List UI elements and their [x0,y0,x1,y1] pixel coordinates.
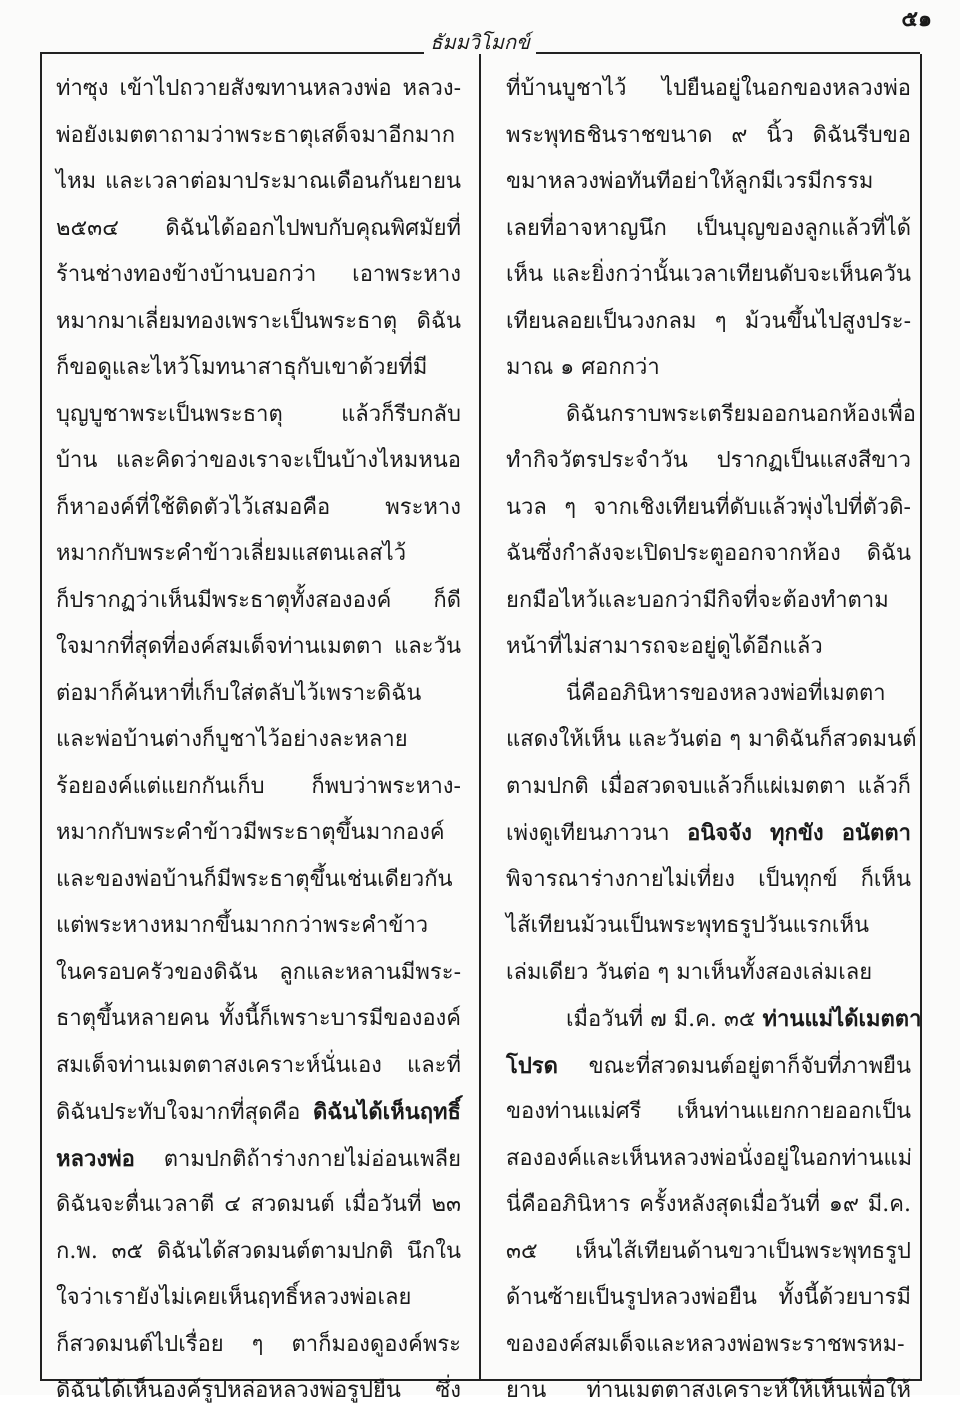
text-line [506,996,922,1043]
text-line: ขององค์สมเด็จและหลวงพ่อพระราชพรหม- [506,1331,905,1357]
text-line [506,810,911,857]
left-column [56,66,461,1403]
text-line: สององค์และเห็นหลวงพ่อนั่งอยู่ในอกท่านแม่ [506,1145,913,1171]
text-line: บ้าน และคิดว่าของเราจะเป็นบ้างไหมหนอ [56,448,461,473]
text-line: ดิฉันได้เห็นองค์รูปหล่อหลวงพ่อรูปยืน ซึ่ง [56,1378,461,1403]
text-line: เลยที่อาจหาญนึก เป็นบุญของลูกแล้วที่ได้ [506,215,911,241]
text-segment: ดิฉันประทับใจมากที่สุดคือ [56,1100,301,1125]
text-line: แต่พระหางหมากขึ้นมากกว่าพระคำข้าว [56,913,429,938]
text-line: หมากกับพระคำข้าวเลี่ยมแสตนเลสไว้ [56,541,407,566]
text-segment: ตามปกติถ้าร่างกายไม่อ่อนเพลีย [163,1146,461,1172]
text-line: ก็หาองค์ที่ใช้ติดตัวไว้เสมอคือ พระหาง [56,494,461,520]
bold-phrase: ดิฉันได้เห็นฤทธิ์ [313,1099,461,1125]
text-line: ของท่านแม่ศรี เห็นท่านแยกกายออกเป็น [506,1099,911,1124]
text-line: พระพุทธชินราชขนาด ๙ นิ้ว ดิฉันรีบขอ [506,122,911,148]
text-line: เทียนลอยเป็นวงกลม ๆ ม้วนขึ้นไปสูงประ- [506,308,911,334]
text-line: ต่อมาก็ค้นหาที่เก็บใส่ตลับไว้เพราะดิฉัน [56,680,422,706]
text-line: นวล ๆ จากเชิงเทียนที่ดับแล้วพุ่งไปที่ตัวดิ- [506,494,911,520]
text-line: ทำกิจวัตรประจำวัน ปรากฏเป็นแสงสีขาว [506,448,911,473]
text-line: ธาตุขึ้นหลายคน ทั้งนี้ก็เพราะบารมีขององค์ [56,1006,461,1031]
text-line: และพ่อบ้านต่างก็บูชาไว้อย่างละหลาย [56,727,408,752]
text-line: ไหม และเวลาต่อมาประมาณเดือนกันยายน [56,169,461,194]
text-line: และของพ่อบ้านก็มีพระธาตุขึ้นเช่นเดียวกัน [56,866,453,892]
text-line: ยกมือไหว้และบอกว่ามีกิจที่จะต้องทำตาม [506,587,889,613]
bold-phrase: โปรด [506,1052,558,1079]
text-line: พ่อยังเมตตาถามว่าพระธาตุเสด็จมาอีกมาก [56,122,456,148]
text-line: ยาน ท่านเมตตาสงเคราะห์ให้เห็นเพื่อให้ [506,1378,911,1403]
text-line: หมากมาเลี่ยมทองเพราะเป็นพระธาตุ ดิฉัน [56,308,461,334]
text-line: ก็ปรากฏว่าเห็นมีพระธาตุทั้งสององค์ ก็ดี [56,587,461,613]
text-line: ฉันซึ่งกำลังจะเปิดประตูออกจากห้อง ดิฉัน [506,541,911,566]
text-line: หมากกับพระคำข้าวมีพระธาตุขึ้นมากองค์ [56,820,445,845]
text-line: ใจมากที่สุดที่องค์สมเด็จท่านเมตตา และวัน [56,634,461,659]
page-header [0,0,960,60]
bold-phrase: ท่านแม่ได้เมตตา [762,1006,922,1032]
text-line: นี่คืออภินิหารของหลวงพ่อที่เมตตา [566,680,886,706]
text-line: แสดงให้เห็น และวันต่อ ๆ มาดิฉันก็สวดมนต์ [506,727,917,752]
text-line: พิจารณาร่างกายไม่เที่ยง เป็นทุกข์ ก็เห็น [506,866,911,892]
text-line: ดิฉันกราบพระเตรียมออกนอกห้องเพื่อ [566,401,916,427]
text-line: ไส้เทียนม้วนเป็นพระพุทธรูปวันแรกเห็น [506,913,869,938]
text-line: ร้านช่างทองข้างบ้านบอกว่า เอาพระหาง [56,262,461,287]
text-line: ก.พ. ๓๕ ดิฉันได้สวดมนต์ตามปกติ นึกใน [56,1238,461,1264]
text-line: ร้อยองค์แต่แยกกันเก็บ ก็พบว่าพระหาง- [56,773,461,799]
text-line: ในครอบครัวของดิฉัน ลูกและหลานมีพระ- [56,959,461,985]
text-line: ก็สวดมนต์ไปเรื่อย ๆ ตาก็มองดูองค์พระ [56,1331,461,1357]
bold-phrase: อนิจจัง ทุกขัง อนัตตา [687,820,911,846]
text-line: นี่คืออภินิหาร ครั้งหลังสุดเมื่อวันที่ ๑๙ มี.ค. [506,1192,911,1217]
running-title [0,30,960,54]
text-line: หน้าที่ไม่สามารถจะอยู่ดูได้อีกแล้ว [506,634,823,659]
text-segment: ขณะที่สวดมนต์อยู่ตาก็จับที่ภาพยืน [588,1053,911,1079]
text-line [506,1043,911,1090]
text-line: ใจว่าเรายังไม่เคยเห็นฤทธิ์หลวงพ่อเลย [56,1285,412,1310]
text-line: สมเด็จท่านเมตตาสงเคราะห์นั่นเอง และที่ [56,1052,461,1078]
text-line: ท่าซุง เข้าไปถวายสังฆทานหลวงพ่อ หลวง- [56,76,461,101]
text-line: ที่บ้านบูชาไว้ ไปยืนอยู่ในอกของหลวงพ่อ [506,76,911,101]
text-line: ด้านซ้ายเป็นรูปหลวงพ่อยืน ทั้งนี้ด้วยบารมี [506,1285,911,1310]
page-number: ๕๑ [901,6,932,32]
text-line: เล่มเดียว วันต่อ ๆ มาเห็นทั้งสองเล่มเลย [506,959,873,985]
text-line: บุญบูชาพระเป็นพระธาตุ แล้วก็รีบกลับ [56,401,461,427]
text-segment: เพ่งดูเทียนภาวนา [506,821,670,846]
text-line: ก็ขอดูและไหว้โมทนาสาธุกับเขาด้วยที่มี [56,355,428,380]
right-column [506,66,922,1403]
text-line: ตามปกติ เมื่อสวดจบแล้วก็แผ่เมตตา แล้วก็ [506,773,911,799]
bold-phrase: หลวงพ่อ [56,1145,135,1172]
text-line: ๒๕๓๔ ดิฉันได้ออกไปพบกับคุณพิศมัยที่ [56,215,461,241]
text-line [56,1136,461,1183]
column-divider [479,54,481,1381]
text-line: มาณ ๑ ศอกกว่า [506,355,660,380]
text-line: ขมาหลวงพ่อทันทีอย่าให้ลูกมีเวรมีกรรม [506,169,874,194]
text-segment: เมื่อวันที่ ๗ มี.ค. ๓๕ [566,1007,756,1032]
text-line: เห็น และยิ่งกว่านั้นเวลาเทียนดับจะเห็นควัน [506,262,911,287]
running-title-text: ธัมมวิโมกข์ [424,30,536,54]
text-line [56,1089,461,1136]
text-line: ดิฉันจะตื่นเวลาตี ๔ สวดมนต์ เมื่อวันที่ ๒๓ [56,1192,461,1217]
text-line: ๓๕ เห็นไส้เทียนด้านขวาเป็นพระพุทธรูป [506,1238,911,1264]
